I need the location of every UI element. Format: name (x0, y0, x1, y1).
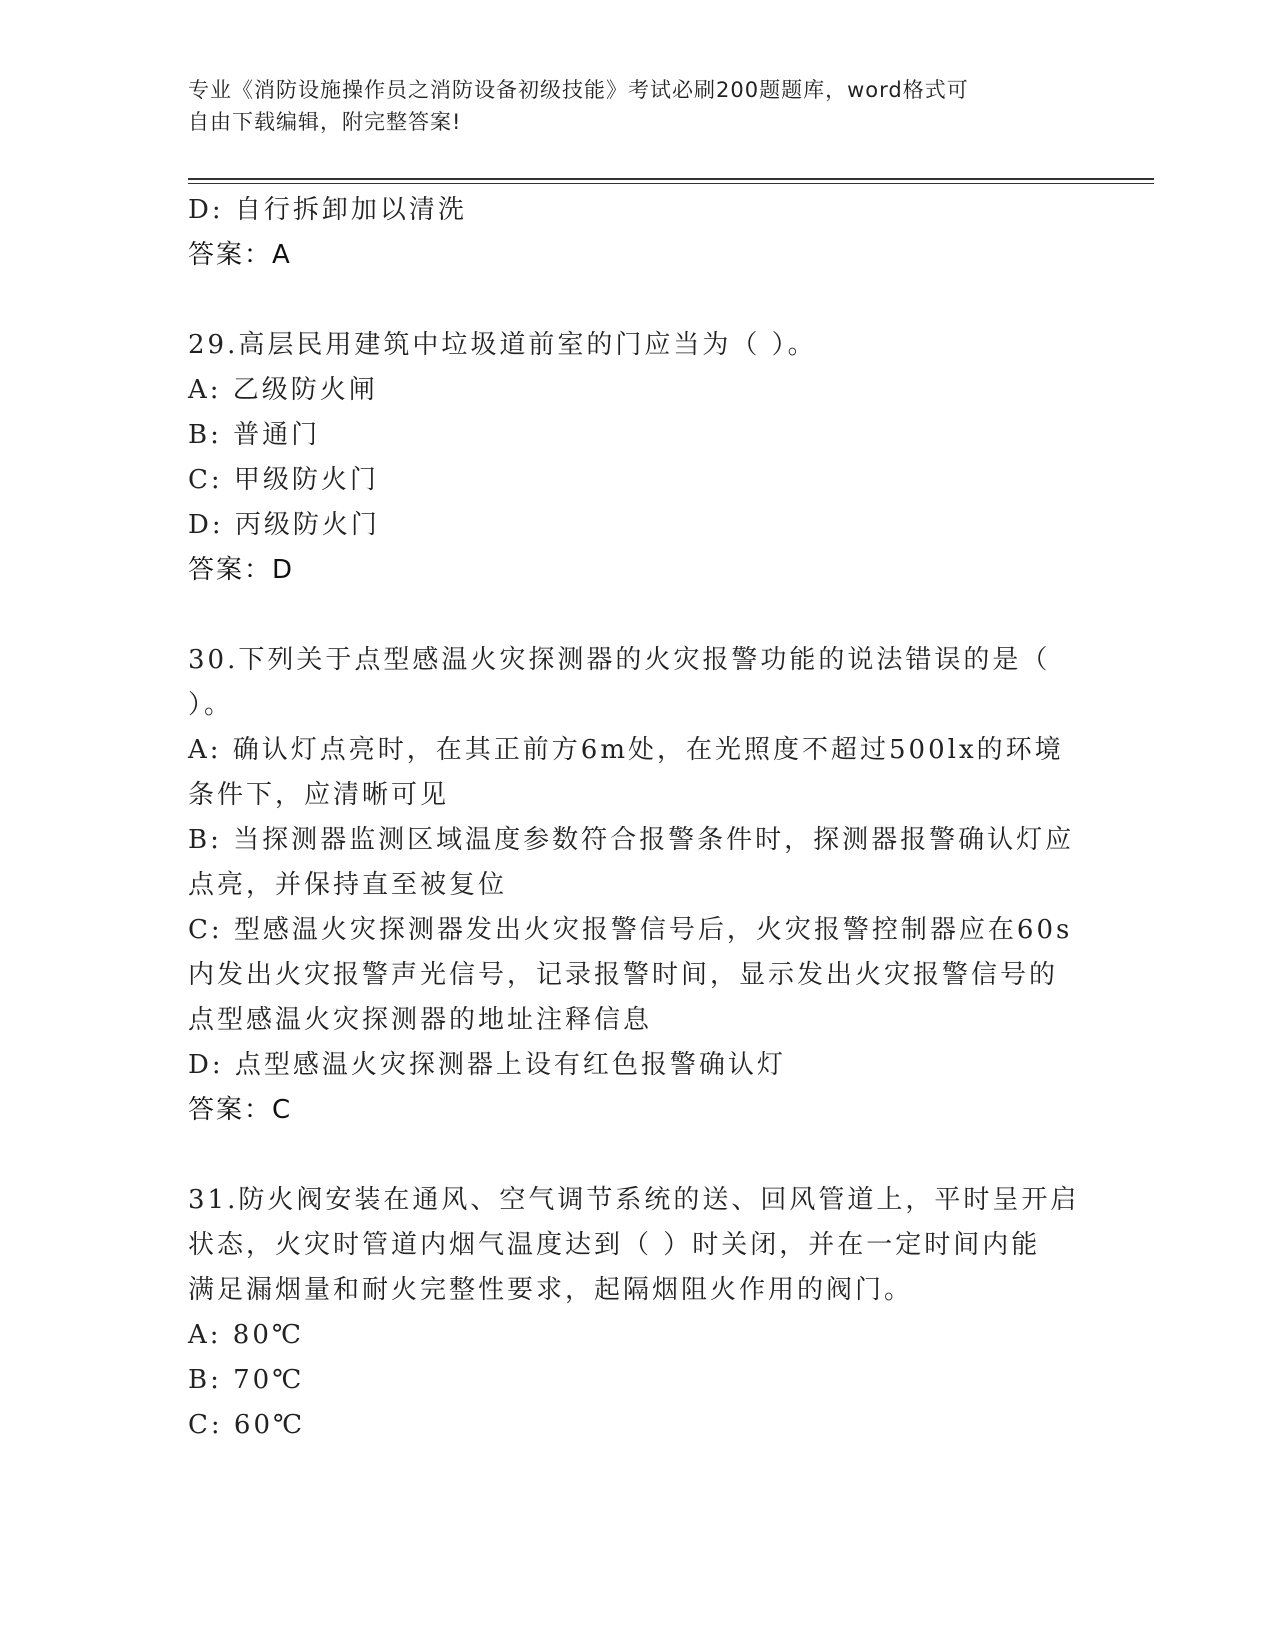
question-content (188, 188, 1088, 1448)
answer-label: 答案：A (188, 240, 292, 270)
option-b-line2: 点亮，并保持直至被复位 (188, 870, 508, 900)
option-c-line3: 点型感温火灾探测器的地址注释信息 (188, 1005, 653, 1035)
option-c: C: 60℃ (188, 1410, 306, 1440)
option-c: C: 甲级防火门 (188, 465, 379, 495)
question-30 (188, 638, 1088, 1133)
document-header (188, 74, 1068, 138)
header-title-line1: 专业《消防设施操作员之消防设备初级技能》考试必刷200题题库，word格式可 (188, 78, 969, 102)
question-stem-line1: 31.防火阀安装在通风、空气调节系统的送、回风管道上，平时呈开启 (188, 1185, 1080, 1215)
header-divider-thin (188, 183, 1154, 184)
option-a: A: 乙级防火闸 (188, 375, 378, 405)
answer-label: 答案：C (188, 1095, 293, 1125)
question-stem-line1: 30.下列关于点型感温火灾探测器的火灾报警功能的说法错误的是（ (188, 645, 1051, 675)
question-29 (188, 323, 1088, 593)
header-title-line2: 自由下载编辑，附完整答案! (188, 110, 462, 134)
spacer (188, 593, 1088, 638)
question-31 (188, 1178, 1088, 1448)
option-d: D: 自行拆卸加以清洗 (188, 195, 467, 225)
question-stem-line2: 状态，火灾时管道内烟气温度达到（ ）时关闭，并在一定时间内能 (188, 1230, 1041, 1260)
option-d: D: 点型感温火灾探测器上设有红色报警确认灯 (188, 1050, 786, 1080)
option-b: B: 普通门 (188, 420, 321, 450)
answer-label: 答案：D (188, 555, 295, 585)
question-stem-line2: ）。 (188, 690, 234, 720)
option-b: B: 70℃ (188, 1365, 305, 1395)
spacer (188, 1133, 1088, 1178)
question-stem: 29.高层民用建筑中垃圾道前室的门应当为（ ）。 (188, 330, 817, 360)
option-a-line2: 条件下，应清晰可见 (188, 780, 450, 810)
option-c-line2: 内发出火灾报警声光信号，记录报警时间，显示发出火灾报警信号的 (188, 960, 1059, 990)
previous-question-tail (188, 188, 1088, 278)
spacer (188, 278, 1088, 323)
option-a-line1: A: 确认灯点亮时，在其正前方6m处，在光照度不超过500lx的环境 (188, 735, 1064, 765)
question-stem-line3: 满足漏烟量和耐火完整性要求，起隔烟阻火作用的阀门。 (188, 1275, 914, 1305)
option-a: A: 80℃ (188, 1320, 304, 1350)
header-divider-thick (188, 178, 1154, 180)
option-d: D: 丙级防火门 (188, 510, 380, 540)
option-b-line1: B: 当探测器监测区域温度参数符合报警条件时，探测器报警确认灯应 (188, 825, 1075, 855)
option-c-line1: C: 型感温火灾探测器发出火灾报警信号后，火灾报警控制器应在60s (188, 915, 1073, 945)
